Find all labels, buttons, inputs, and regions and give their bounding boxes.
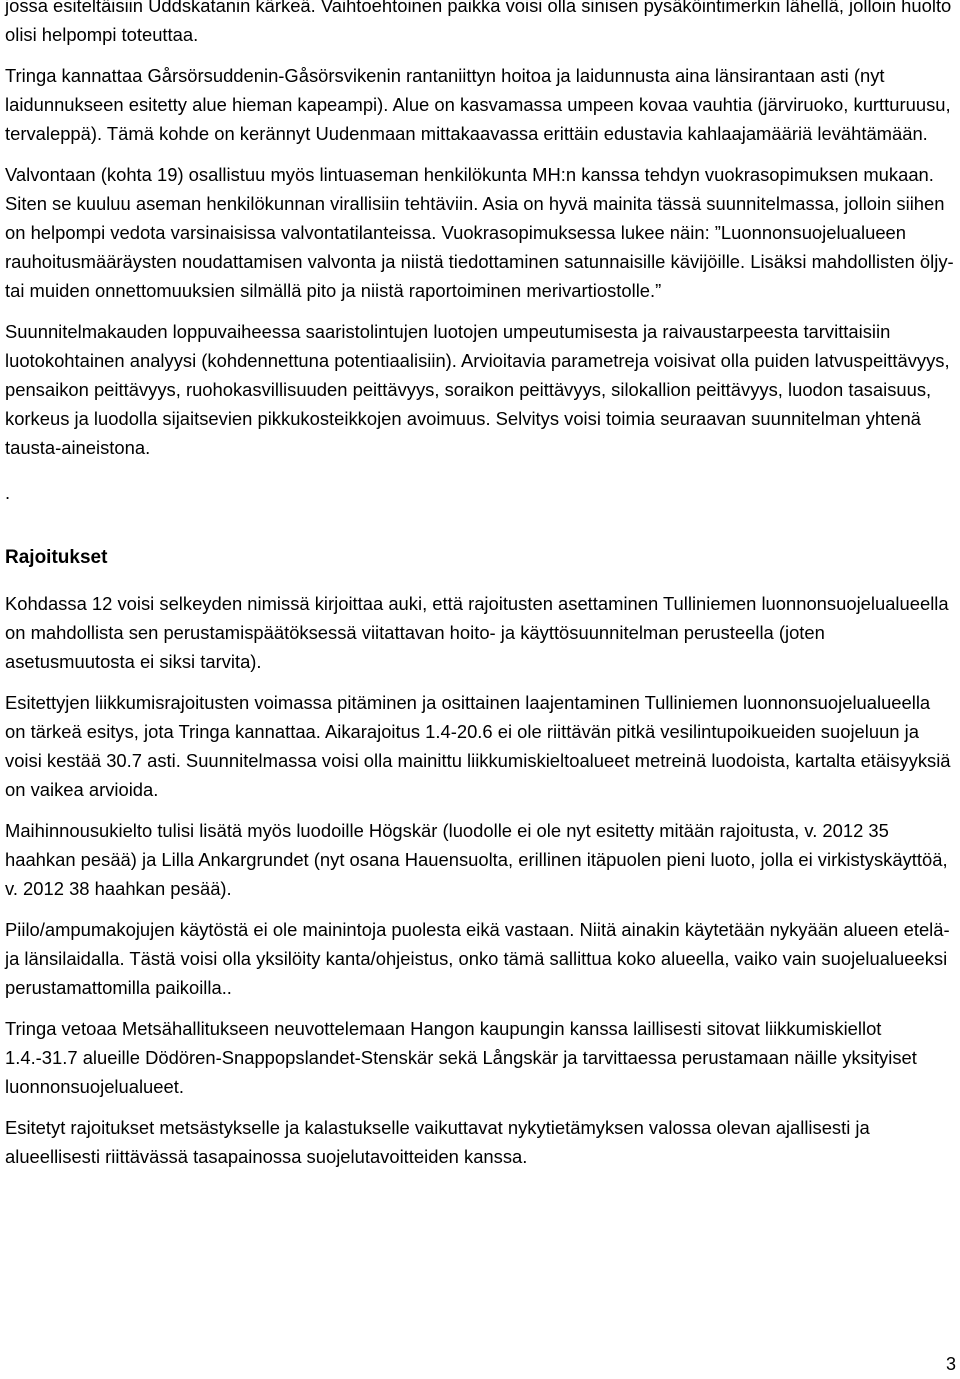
separator-dot: . xyxy=(5,482,11,503)
paragraph-visitor-point: jossa esiteltäisiin Uddskatanin kärkeä. Vaihtoehtoinen paikka voisi olla sinisen pysäköintimerkin lähellä, jolloin huolto olisi helpompi toteuttaa. xyxy=(5,0,952,45)
page-number: 3 xyxy=(945,1354,956,1374)
paragraph-landing-ban: Maihinnousukielto tulisi lisätä myös luodoille Högskär (luodolle ei ole nyt esitetty mitään rajoitusta, v. 2012 35 haahkan pesää) ja Lilla Ankargrundet (nyt osana Hauensuolta, erillinen itäpuolen pieni luoto, jolla ei virkistyskäyttöä, v. 2012 38 haahkan pesää). xyxy=(5,820,948,899)
paragraph-meadow-grazing: Tringa kannattaa Gårsörsuddenin-Gåsörsvikenin rantaniittyn hoitoa ja laidunnusta aina länsirantaan asti (nyt laidunnukseen esitetty alue hieman kapeampi). Alue on kasvamassa umpeen kovaa vauhtia (järviruoko, kurtturuusu, tervaleppä). Tämä kohde on kerännyt Uudenmaan mittakaavassa erittäin edustavia kahlaajamääriä levähtämään. xyxy=(5,65,951,144)
document-page xyxy=(5,0,955,1183)
paragraph-hunting-hides: Piilo/ampumakojujen käytöstä ei ole mainintoja puolesta eikä vastaan. Niitä ainakin käytetään nykyään alueen etelä- ja länsilaidalla. Tästä voisi olla yksilöity kanta/ohjeistus, onko tämä sallittua koko alueella, vaiko vain suojelualueeksi perustamattomilla paikoilla.. xyxy=(5,919,950,998)
paragraph-binding-bans: Tringa vetoaa Metsähallitukseen neuvottelemaan Hangon kaupungin kanssa laillisesti sitovat liikkumiskiellot 1.4.-31.7 alueille Dödören-Snappopslandet-Stenskär sekä Långskär ja tarvittaessa perustamaan näille yksityiset luonnonsuojelualueet. xyxy=(5,1018,917,1097)
paragraph-movement-restrictions: Esitettyjen liikkumisrajoitusten voimassa pitäminen ja osittainen laajentaminen Tulliniemen luonnonsuojelualueella on tärkeä esitys, jota Tringa kannattaa. Aikarajoitus 1.4-20.6 ei ole riittävän pitkä vesilintupoikueiden suojeluun ja voisi kestää 30.7 asti. Suunnitelmassa voisi olla mainittu liikkumiskieltoalueet metreinä luodoista, kartalta etäisyyksiä on vaikea arvioida. xyxy=(5,692,951,800)
paragraph-restriction-basis: Kohdassa 12 voisi selkeyden nimissä kirjoittaa auki, että rajoitusten asettaminen Tulliniemen luonnonsuojelualueella on mahdollista sen perustamispäätöksessä viitattavan hoito- ja käyttösuunnitelman perusteella (joten asetusmuutosta ei siksi tarvita). xyxy=(5,593,949,672)
paragraph-islet-analysis: Suunnitelmakauden loppuvaiheessa saaristolintujen luotojen umpeutumisesta ja raivaustarpeesta tarvittaisiin luotokohtainen analyysi (kohdennettuna potentiaalisiin). Arvioitavia parametreja voisivat olla puiden latvuspeittävyys, pensaikon peittävyys, ruohokasvillisuuden peittävyys, soraikon peittävyys, silokallion peittävyys, luodon tasaisuus, korkeus ja luodolla sijaitsevien pikkukosteikkojen avoimuus. Selvitys voisi toimia seuraavan suunnitelman yhtenä tausta-aineistona. xyxy=(5,321,950,458)
paragraph-surveillance: Valvontaan (kohta 19) osallistuu myös lintuaseman henkilökunta MH:n kanssa tehdyn vuokrasopimuksen mukaan. Siten se kuuluu aseman henkilökunnan virallisiin tehtäviin. Asia on hyvä mainita tässä suunnitelmassa, jolloin siihen on helpompi vedota varsinaisissa valvontatilanteissa. Vuokrasopimuksessa lukee näin: ”Luonnonsuojelualueen rauhoitusmääräysten noudattamisen valvonta ja niistä tiedottaminen satunnaisille kävijöille. Lisäksi mahdollisten öljy- tai muiden onnettomuuksien silmällä pito ja niistä raportoiminen merivartiostolle.” xyxy=(5,164,954,301)
section-heading-restrictions: Rajoitukset xyxy=(5,547,108,568)
paragraph-hunting-fishing: Esitetyt rajoitukset metsästykselle ja kalastukselle vaikuttavat nykytietämyksen valossa olevan ajallisesti ja alueellisesti riittävässä tasapainossa suojelutavoitteiden kanssa. xyxy=(5,1117,870,1167)
